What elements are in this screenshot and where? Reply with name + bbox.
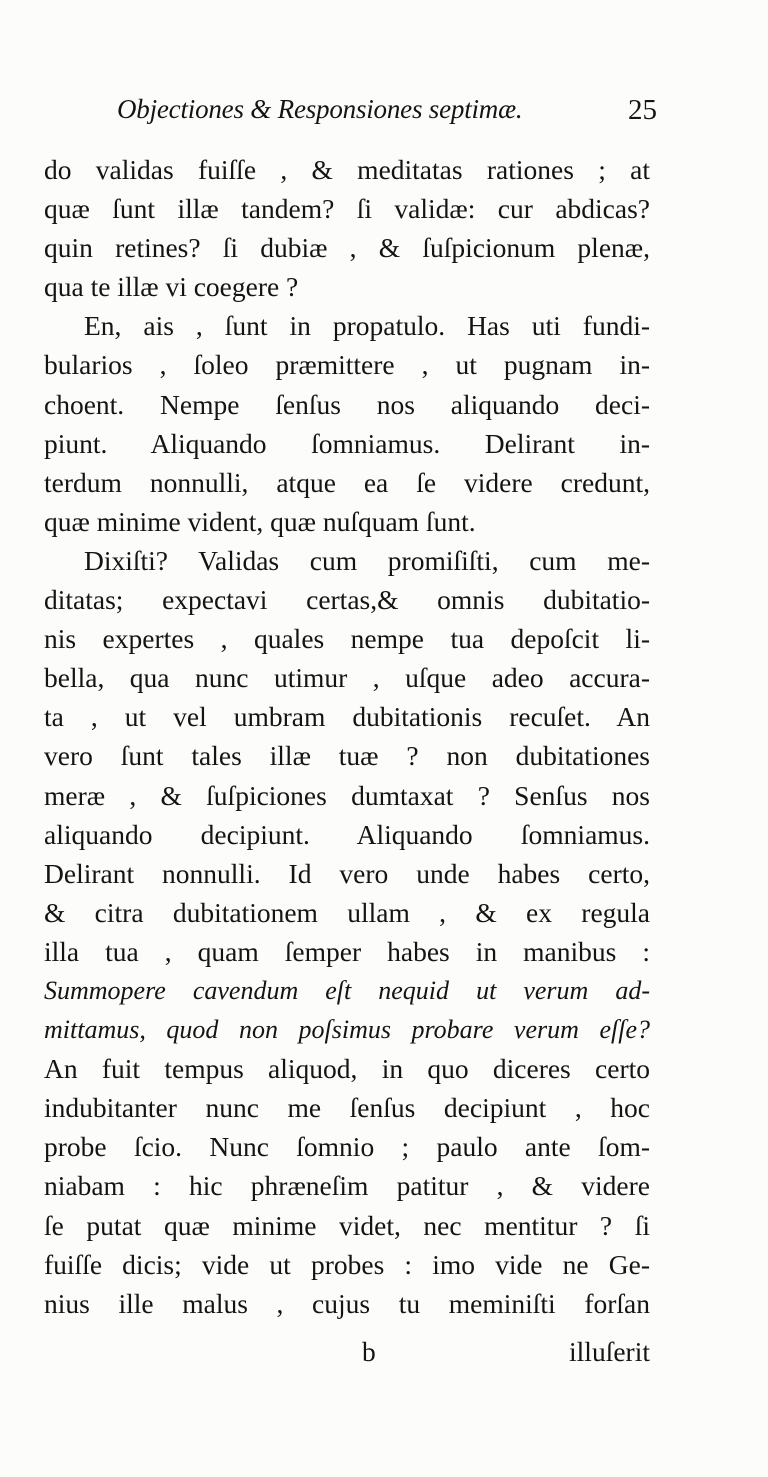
text-line: indubitanter nunc me ſenſus decipiunt , hoc bbox=[44, 1092, 650, 1124]
paragraph-start-line: Dixiſti? Validas cum promiſiſti, cum me- bbox=[84, 544, 650, 576]
text-line: piunt. Aliquando ſomniamus. Delirant in- bbox=[44, 427, 650, 459]
running-title: Objectiones & Responsiones septimæ. bbox=[117, 94, 523, 124]
text-line: aliquando decipiunt. Aliquando ſomniamus. bbox=[44, 818, 650, 850]
text-line: nis expertes , quales nempe tua depoſcit li- bbox=[44, 623, 650, 655]
paragraph-start-line: En, ais , ſunt in propatulo. Has uti fundi- bbox=[84, 310, 650, 342]
text-line: bella, qua nunc utimur , uſque adeo accura- bbox=[44, 662, 650, 694]
text-line: & citra dubitationem ullam , & ex regula bbox=[44, 896, 650, 928]
text-line: fuiſſe dicis; vide ut probes : imo vide ne Ge- bbox=[44, 1248, 650, 1280]
page-footer bbox=[44, 1336, 650, 1376]
quoted-rule-line: Summopere cavendum eſt nequid ut verum ad- bbox=[44, 975, 650, 1005]
text-line: Delirant nonnulli. Id vero unde habes certo, bbox=[44, 857, 650, 889]
text-line: qua te illæ vi coegere ? bbox=[44, 271, 299, 303]
page-number: 25 bbox=[628, 94, 657, 126]
quoted-rule-line: mittamus, quod non poſsimus probare verum eſſe? bbox=[44, 1015, 650, 1045]
text-line: An fuit tempus aliquod, in quo diceres certo bbox=[44, 1053, 650, 1085]
catchword: illuſerit bbox=[569, 1336, 650, 1367]
text-line: choent. Nempe ſenſus nos aliquando deci- bbox=[44, 388, 650, 420]
text-line: do validas fuiſſe , & meditatas rationes ; at bbox=[44, 154, 650, 185]
text-line: vero ſunt tales illæ tuæ ? non dubitationes bbox=[44, 740, 650, 772]
text-line: meræ , & ſuſpiciones dumtaxat ? Senſus nos bbox=[44, 779, 650, 811]
text-line: niabam : hic phrænеſim patitur , & videre bbox=[44, 1170, 650, 1202]
text-line: ſe putat quæ minime videt, nec mentitur ? ſi bbox=[44, 1209, 650, 1241]
text-line: quæ minime vident, quæ nuſquam ſunt. bbox=[44, 505, 476, 537]
text-line: terdum nonnulli, atque ea ſe videre credunt, bbox=[44, 466, 650, 498]
text-line: bularios , ſoleo præmittere , ut pugnam in- bbox=[44, 349, 650, 381]
signature-mark: b bbox=[362, 1336, 376, 1367]
text-line: illa tua , quam ſemper habes in manibus : bbox=[44, 935, 650, 967]
body-text bbox=[44, 150, 650, 1323]
text-line: quin retines? ſi dubiæ , & ſuſpicionum plenæ, bbox=[44, 232, 650, 264]
text-line: quæ ſunt illæ tandem? ſi validæ: cur abdicas? bbox=[44, 193, 650, 225]
text-line: nius ille malus , cujus tu meminiſti forſan bbox=[44, 1287, 650, 1319]
text-line: ditatas; expectavi certas,& omnis dubitatio- bbox=[44, 584, 650, 616]
text-line: ta , ut vel umbram dubitationis recuſet. An bbox=[44, 701, 650, 733]
running-head bbox=[117, 94, 657, 134]
text-line: probe ſcio. Nunc ſomnio ; paulo ante ſom- bbox=[44, 1131, 650, 1163]
